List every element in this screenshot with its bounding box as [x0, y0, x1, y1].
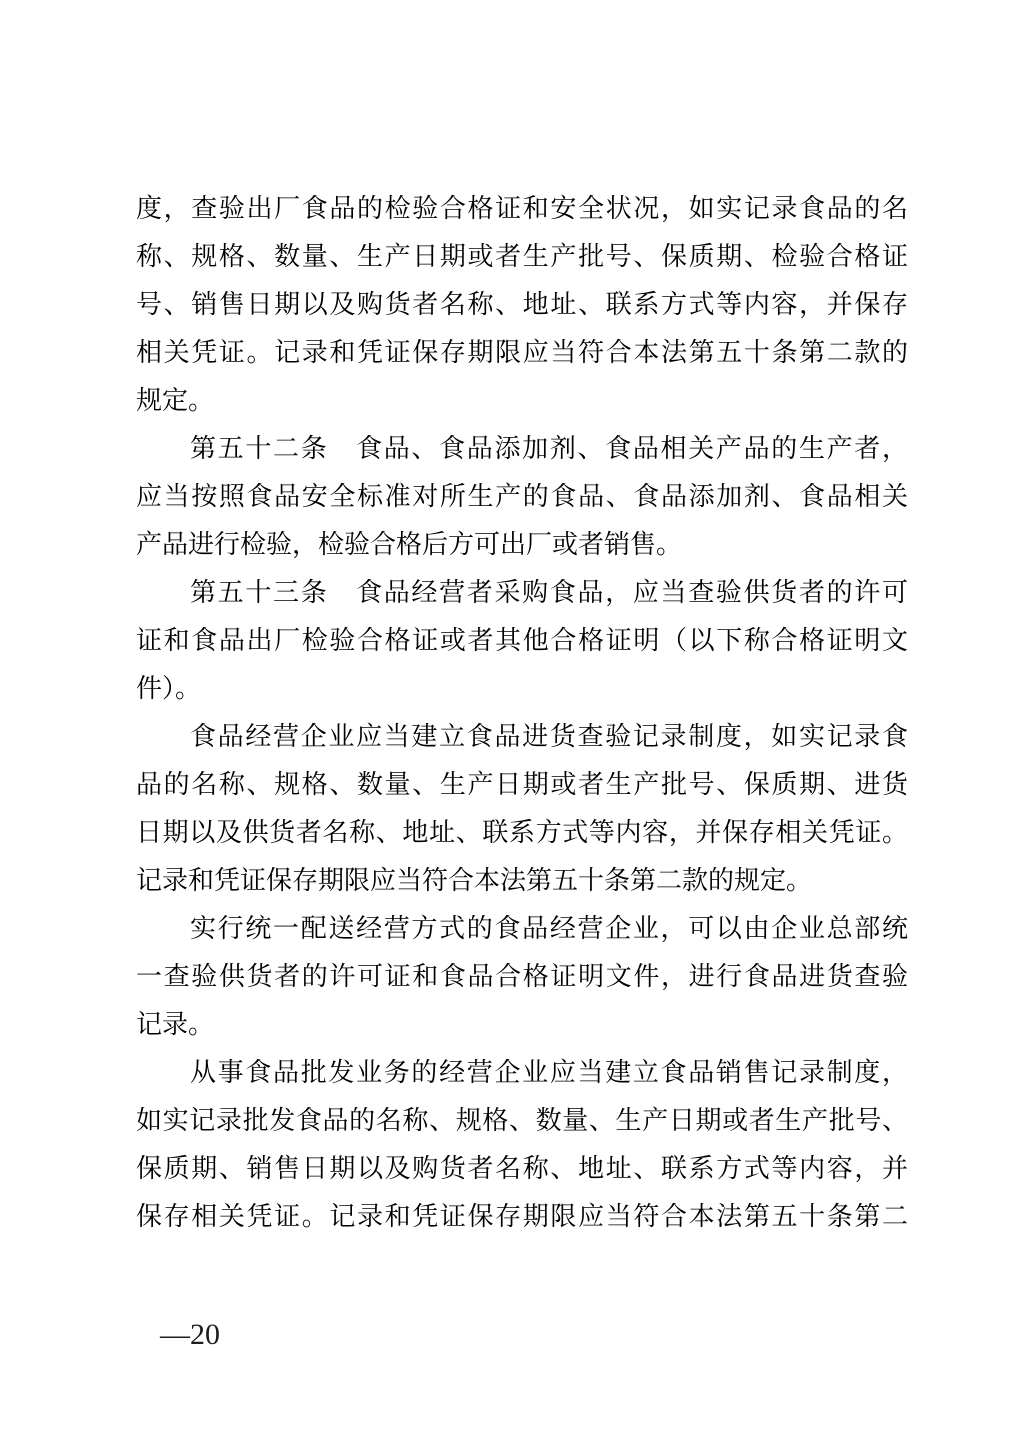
text-line: 日期以及供货者名称、地址、联系方式等内容，并保存相关凭证。: [136, 817, 908, 847]
text-line: 号、销售日期以及购货者名称、地址、联系方式等内容，并保存: [136, 289, 908, 319]
text-line: 第五十二条 食品、食品添加剂、食品相关产品的生产者，: [190, 433, 908, 463]
text-line: 从事食品批发业务的经营企业应当建立食品销售记录制度，: [190, 1057, 908, 1087]
paragraph: [136, 424, 908, 568]
text-line: 产品进行检验，检验合格后方可出厂或者销售。: [136, 529, 683, 559]
page-number: —20: [160, 1318, 220, 1351]
paragraph: [136, 904, 908, 1048]
paragraph: [136, 1048, 908, 1240]
paragraph: [136, 184, 908, 424]
text-line: 第五十三条 食品经营者采购食品，应当查验供货者的许可: [190, 577, 908, 607]
text-line: 件）。: [136, 673, 202, 703]
text-line: 保存相关凭证。记录和凭证保存期限应当符合本法第五十条第二: [136, 1201, 908, 1231]
text-line: 一查验供货者的许可证和食品合格证明文件，进行食品进货查验: [136, 961, 908, 991]
text-line: 相关凭证。记录和凭证保存期限应当符合本法第五十条第二款的: [136, 337, 908, 367]
text-line: 如实记录批发食品的名称、规格、数量、生产日期或者生产批号、: [136, 1105, 908, 1135]
text-line: 应当按照食品安全标准对所生产的食品、食品添加剂、食品相关: [136, 481, 908, 511]
text-line: 食品经营企业应当建立食品进货查验记录制度，如实记录食: [190, 721, 908, 751]
paragraph: [136, 568, 908, 712]
text-line: 实行统一配送经营方式的食品经营企业，可以由企业总部统: [190, 913, 908, 943]
text-line: 度，查验出厂食品的检验合格证和安全状况，如实记录食品的名: [136, 193, 908, 223]
text-line: 证和食品出厂检验合格证或者其他合格证明（以下称合格证明文: [136, 625, 908, 655]
paragraph: [136, 712, 908, 904]
text-line: 规定。: [136, 385, 215, 415]
document-page: [136, 184, 908, 1240]
text-line: 记录。: [136, 1009, 215, 1039]
text-line: 品的名称、规格、数量、生产日期或者生产批号、保质期、进货: [136, 769, 908, 799]
text-line: 保质期、销售日期以及购货者名称、地址、联系方式等内容，并: [136, 1153, 908, 1183]
text-line: 记录和凭证保存期限应当符合本法第五十条第二款的规定。: [136, 865, 813, 895]
text-line: 称、规格、数量、生产日期或者生产批号、保质期、检验合格证: [136, 241, 908, 271]
